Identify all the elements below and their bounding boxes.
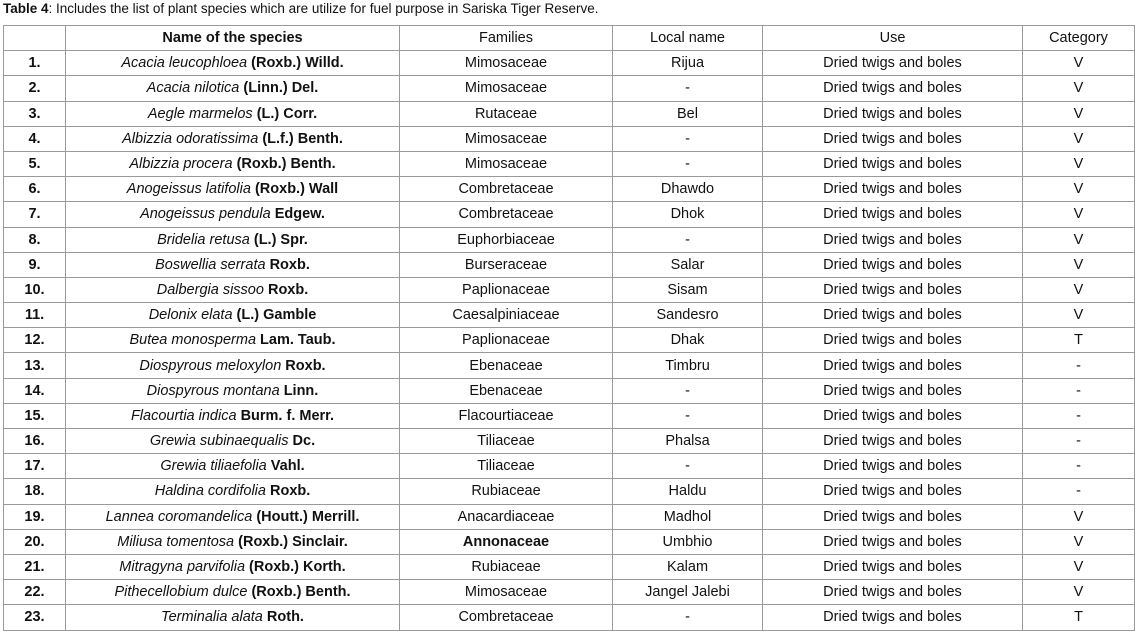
local-name-cell: -	[613, 76, 763, 101]
species-authority: Vahl.	[270, 458, 305, 475]
family-cell: Mimosaceae	[400, 76, 613, 101]
table-row	[4, 403, 1135, 428]
category-cell: V	[1023, 101, 1135, 126]
use-cell: Dried twigs and boles	[763, 177, 1023, 202]
category-cell: V	[1023, 76, 1135, 101]
species-name	[66, 126, 400, 151]
family-cell: Anacardiaceae	[400, 504, 613, 529]
row-number: 22.	[4, 580, 66, 605]
species-authority: Roth.	[266, 609, 304, 626]
species-binomial: Flacourtia indica	[130, 407, 237, 424]
local-name-cell: Kalam	[613, 554, 763, 579]
header-species-name: Name of the species	[66, 26, 400, 51]
local-name-cell: -	[613, 126, 763, 151]
species-binomial: Delonix elata	[148, 307, 233, 324]
family-cell: Rutaceae	[400, 101, 613, 126]
table-row	[4, 252, 1135, 277]
species-authority: Lam. Taub.	[260, 332, 336, 349]
use-cell: Dried twigs and boles	[763, 353, 1023, 378]
row-number: 3.	[4, 101, 66, 126]
species-authority: Linn.	[283, 382, 319, 399]
table-row	[4, 151, 1135, 176]
category-cell: V	[1023, 554, 1135, 579]
category-cell: V	[1023, 126, 1135, 151]
row-number: 2.	[4, 76, 66, 101]
species-binomial: Albizzia procera	[129, 156, 233, 173]
species-name	[66, 177, 400, 202]
family-cell: Paplionaceae	[400, 328, 613, 353]
category-cell: V	[1023, 277, 1135, 302]
row-number: 11.	[4, 303, 66, 328]
table-row	[4, 202, 1135, 227]
species-authority: (L.) Spr.	[253, 231, 308, 248]
species-name	[66, 202, 400, 227]
category-cell: V	[1023, 580, 1135, 605]
species-binomial: Anogeissus pendula	[140, 206, 271, 223]
family-cell: Ebenaceae	[400, 353, 613, 378]
row-number: 7.	[4, 202, 66, 227]
table-row	[4, 303, 1135, 328]
family-cell: Ebenaceae	[400, 378, 613, 403]
species-authority: Roxb.	[267, 281, 309, 298]
table-row	[4, 504, 1135, 529]
use-cell: Dried twigs and boles	[763, 580, 1023, 605]
species-binomial: Grewia tiliaefolia	[160, 458, 267, 475]
local-name-cell: Bel	[613, 101, 763, 126]
table-body	[4, 51, 1135, 630]
table-row	[4, 126, 1135, 151]
category-cell: T	[1023, 328, 1135, 353]
local-name-cell: Sisam	[613, 277, 763, 302]
row-number: 12.	[4, 328, 66, 353]
caption-label: Table 4	[3, 1, 49, 16]
species-authority: (Roxb.) Benth.	[251, 584, 351, 601]
family-cell: Paplionaceae	[400, 277, 613, 302]
species-authority: Roxb.	[269, 256, 310, 273]
species-name	[66, 454, 400, 479]
header-local-name: Local name	[613, 26, 763, 51]
local-name-cell: -	[613, 227, 763, 252]
category-cell: -	[1023, 403, 1135, 428]
species-binomial: Acacia nilotica	[146, 80, 240, 97]
species-authority: (Houtt.) Merrill.	[256, 508, 360, 525]
local-name-cell: Haldu	[613, 479, 763, 504]
row-number: 13.	[4, 353, 66, 378]
species-binomial: Pithecellobium dulce	[114, 584, 248, 601]
category-cell: V	[1023, 252, 1135, 277]
category-cell: V	[1023, 202, 1135, 227]
species-binomial: Anogeissus latifolia	[126, 181, 251, 198]
species-name	[66, 353, 400, 378]
use-cell: Dried twigs and boles	[763, 101, 1023, 126]
table-row	[4, 529, 1135, 554]
row-number: 14.	[4, 378, 66, 403]
use-cell: Dried twigs and boles	[763, 202, 1023, 227]
family-cell: Rubiaceae	[400, 479, 613, 504]
species-name	[66, 529, 400, 554]
family-cell: Combretaceae	[400, 177, 613, 202]
family-cell: Combretaceae	[400, 202, 613, 227]
species-authority: Burm. f. Merr.	[240, 407, 335, 424]
row-number: 23.	[4, 605, 66, 630]
species-binomial: Aegle marmelos	[147, 105, 253, 122]
species-name	[66, 605, 400, 630]
use-cell: Dried twigs and boles	[763, 554, 1023, 579]
use-cell: Dried twigs and boles	[763, 151, 1023, 176]
header-use: Use	[763, 26, 1023, 51]
local-name-cell: Rijua	[613, 51, 763, 76]
table-row	[4, 177, 1135, 202]
table-row	[4, 101, 1135, 126]
species-name	[66, 227, 400, 252]
local-name-cell: Umbhio	[613, 529, 763, 554]
local-name-cell: -	[613, 454, 763, 479]
species-authority: Roxb.	[269, 483, 311, 500]
family-cell: Burseraceae	[400, 252, 613, 277]
family-cell: Tiliaceae	[400, 429, 613, 454]
species-binomial: Grewia subinaequalis	[149, 433, 289, 450]
use-cell: Dried twigs and boles	[763, 479, 1023, 504]
table-row	[4, 554, 1135, 579]
family-cell: Euphorbiaceae	[400, 227, 613, 252]
local-name-cell: Phalsa	[613, 429, 763, 454]
family-cell: Mimosaceae	[400, 51, 613, 76]
use-cell: Dried twigs and boles	[763, 429, 1023, 454]
species-binomial: Acacia leucophloea	[121, 55, 248, 72]
species-binomial: Butea monosperma	[129, 332, 257, 349]
category-cell: -	[1023, 353, 1135, 378]
local-name-cell: Dhak	[613, 328, 763, 353]
local-name-cell: Jangel Jalebi	[613, 580, 763, 605]
use-cell: Dried twigs and boles	[763, 403, 1023, 428]
category-cell: V	[1023, 529, 1135, 554]
species-authority: (L.f.) Benth.	[262, 130, 343, 147]
table-row	[4, 378, 1135, 403]
row-number: 18.	[4, 479, 66, 504]
header-number	[4, 26, 66, 51]
species-table	[3, 25, 1135, 631]
table-row	[4, 328, 1135, 353]
table-caption	[3, 0, 599, 17]
species-binomial: Albizzia odoratissima	[122, 130, 259, 147]
family-cell: Combretaceae	[400, 605, 613, 630]
species-binomial: Boswellia serrata	[155, 256, 266, 273]
caption-text: : Includes the list of plant species which are utilize for fuel purpose in Sariska Tiger Reserve.	[48, 1, 599, 16]
use-cell: Dried twigs and boles	[763, 227, 1023, 252]
header-category: Category	[1023, 26, 1135, 51]
species-binomial: Bridelia retusa	[157, 231, 250, 248]
local-name-cell: -	[613, 378, 763, 403]
local-name-cell: Sandesro	[613, 303, 763, 328]
species-binomial: Haldina cordifolia	[154, 483, 266, 500]
table-row	[4, 429, 1135, 454]
use-cell: Dried twigs and boles	[763, 454, 1023, 479]
row-number: 8.	[4, 227, 66, 252]
local-name-cell: -	[613, 605, 763, 630]
use-cell: Dried twigs and boles	[763, 252, 1023, 277]
species-name	[66, 479, 400, 504]
row-number: 21.	[4, 554, 66, 579]
species-binomial: Diospyrous montana	[146, 382, 280, 399]
local-name-cell: Dhok	[613, 202, 763, 227]
species-binomial: Dalbergia sissoo	[156, 281, 264, 298]
category-cell: V	[1023, 504, 1135, 529]
use-cell: Dried twigs and boles	[763, 504, 1023, 529]
family-cell: Caesalpiniaceae	[400, 303, 613, 328]
row-number: 5.	[4, 151, 66, 176]
category-cell: V	[1023, 51, 1135, 76]
header-row	[4, 26, 1135, 51]
category-cell: -	[1023, 429, 1135, 454]
species-name	[66, 328, 400, 353]
row-number: 1.	[4, 51, 66, 76]
row-number: 10.	[4, 277, 66, 302]
use-cell: Dried twigs and boles	[763, 277, 1023, 302]
family-cell: Mimosaceae	[400, 151, 613, 176]
table-row	[4, 479, 1135, 504]
table-row	[4, 454, 1135, 479]
table-row	[4, 277, 1135, 302]
species-authority: (Linn.) Del.	[243, 80, 319, 97]
table-row	[4, 76, 1135, 101]
species-authority: (Roxb.) Sinclair.	[238, 533, 348, 550]
species-binomial: Diospyrous meloxylon	[139, 357, 282, 374]
species-name	[66, 303, 400, 328]
species-name	[66, 151, 400, 176]
row-number: 19.	[4, 504, 66, 529]
category-cell: V	[1023, 177, 1135, 202]
local-name-cell: Madhol	[613, 504, 763, 529]
table-row	[4, 580, 1135, 605]
row-number: 16.	[4, 429, 66, 454]
species-authority: (Roxb.) Korth.	[249, 559, 346, 576]
species-authority: Roxb.	[285, 357, 326, 374]
species-authority: (Roxb.) Benth.	[236, 156, 336, 173]
category-cell: -	[1023, 378, 1135, 403]
species-name	[66, 554, 400, 579]
table-row	[4, 51, 1135, 76]
species-binomial: Miliusa tomentosa	[117, 533, 235, 550]
use-cell: Dried twigs and boles	[763, 328, 1023, 353]
local-name-cell: Dhawdo	[613, 177, 763, 202]
category-cell: -	[1023, 479, 1135, 504]
species-authority: (Roxb.) Wall	[254, 181, 339, 198]
species-name	[66, 403, 400, 428]
category-cell: V	[1023, 227, 1135, 252]
local-name-cell: Salar	[613, 252, 763, 277]
species-name	[66, 76, 400, 101]
species-name	[66, 580, 400, 605]
header-families: Families	[400, 26, 613, 51]
local-name-cell: -	[613, 403, 763, 428]
use-cell: Dried twigs and boles	[763, 51, 1023, 76]
row-number: 4.	[4, 126, 66, 151]
row-number: 17.	[4, 454, 66, 479]
species-binomial: Terminalia alata	[161, 609, 263, 626]
species-binomial: Lannea coromandelica	[105, 508, 253, 525]
category-cell: -	[1023, 454, 1135, 479]
species-authority: Dc.	[292, 433, 316, 450]
use-cell: Dried twigs and boles	[763, 605, 1023, 630]
use-cell: Dried twigs and boles	[763, 378, 1023, 403]
species-name	[66, 429, 400, 454]
category-cell: T	[1023, 605, 1135, 630]
family-cell: Mimosaceae	[400, 126, 613, 151]
species-binomial: Mitragyna parvifolia	[119, 559, 246, 576]
species-authority: (L.) Corr.	[256, 105, 318, 122]
use-cell: Dried twigs and boles	[763, 76, 1023, 101]
local-name-cell: Timbru	[613, 353, 763, 378]
row-number: 6.	[4, 177, 66, 202]
species-name	[66, 252, 400, 277]
use-cell: Dried twigs and boles	[763, 303, 1023, 328]
table-row	[4, 227, 1135, 252]
table-row	[4, 353, 1135, 378]
species-name	[66, 378, 400, 403]
species-name	[66, 51, 400, 76]
family-cell: Mimosaceae	[400, 580, 613, 605]
row-number: 20.	[4, 529, 66, 554]
use-cell: Dried twigs and boles	[763, 126, 1023, 151]
species-authority: (Roxb.) Willd.	[251, 55, 344, 72]
species-authority: Edgew.	[274, 206, 325, 223]
species-name	[66, 504, 400, 529]
row-number: 15.	[4, 403, 66, 428]
species-name	[66, 277, 400, 302]
local-name-cell: -	[613, 151, 763, 176]
family-cell: Tiliaceae	[400, 454, 613, 479]
family-cell: Flacourtiaceae	[400, 403, 613, 428]
table-row	[4, 605, 1135, 630]
category-cell: V	[1023, 151, 1135, 176]
use-cell: Dried twigs and boles	[763, 529, 1023, 554]
row-number: 9.	[4, 252, 66, 277]
family-cell: Rubiaceae	[400, 554, 613, 579]
species-name	[66, 101, 400, 126]
category-cell: V	[1023, 303, 1135, 328]
species-authority: (L.) Gamble	[236, 307, 317, 324]
family-cell: Annonaceae	[400, 529, 613, 554]
